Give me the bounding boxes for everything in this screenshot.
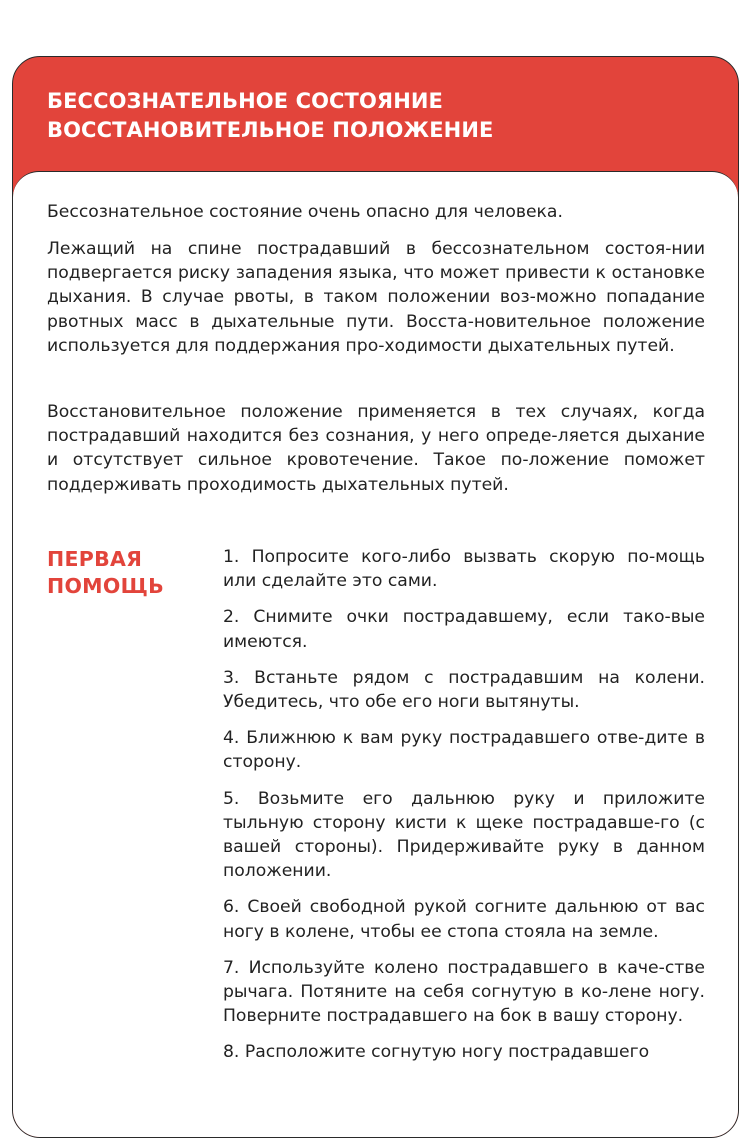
step-item: 8. Расположите согнутую ногу пострадавшего <box>223 1042 650 1063</box>
first-aid-heading <box>47 546 217 600</box>
step-item: 3. Встаньте рядом с пострадавшим на колени. Убедитесь, что обе его ноги вытянуты. <box>223 667 705 713</box>
step-item: 1. Попросите кого-либо вызвать скорую по-мощь или сделайте это сами. <box>223 547 705 592</box>
intro-paragraph-1: Бессознательное состояние очень опасно для человека. <box>47 202 563 222</box>
step-item: 6. Своей свободной рукой согните дальнюю от вас ногу в колене, чтобы ее стопа стояла на земле. <box>223 897 705 942</box>
first-aid-heading-line2: ПОМОЩЬ <box>47 574 165 598</box>
header-title-line1: БЕССОЗНАТЕЛЬНОЕ СОСТОЯНИЕ <box>47 89 443 113</box>
first-aid-steps <box>223 545 705 1077</box>
card-body <box>13 171 738 1138</box>
intro-paragraph-2: Лежащий на спине пострадавший в бессознательном состоя-нии подвергается риску западения языка, что может привести к остановке дыхания. В случае рвоты, в таком положении воз-можно попадание рвотных масс в дыхательные пути. Восста-новительное положение используется для поддержания про-ходимости дыхательных путей. <box>47 239 705 356</box>
step-item: 2. Снимите очки пострадавшему, если тако-вые имеются. <box>223 607 705 652</box>
first-aid-heading-line1: ПЕРВАЯ <box>47 547 143 571</box>
card-header <box>47 87 493 145</box>
step-item: 4. Ближнюю к вам руку пострадавшего отве-дите в сторону. <box>223 728 705 773</box>
step-item: 5. Возьмите его дальнюю руку и приложите тыльную сторону кисти к щеке пострадавше-го (с вашей стороны). Придерживайте руку в данном положении. <box>223 788 705 882</box>
header-title-line2: ВОССТАНОВИТЕЛЬНОЕ ПОЛОЖЕНИЕ <box>47 118 494 142</box>
info-card <box>12 56 739 1138</box>
intro-paragraph-3: Восстановительное положение применяется в тех случаях, когда пострадавший находится без сознания, у него опреде-ляется дыхание и отсутствует сильное кровотечение. Такое по-ложение поможет поддерживать проходимость дыхательных путей. <box>47 402 705 495</box>
step-item: 7. Используйте колено пострадавшего в каче-стве рычага. Потяните на себя согнутую в ко-лене ногу. Поверните пострадавшего на бок в вашу сторону. <box>223 957 705 1027</box>
